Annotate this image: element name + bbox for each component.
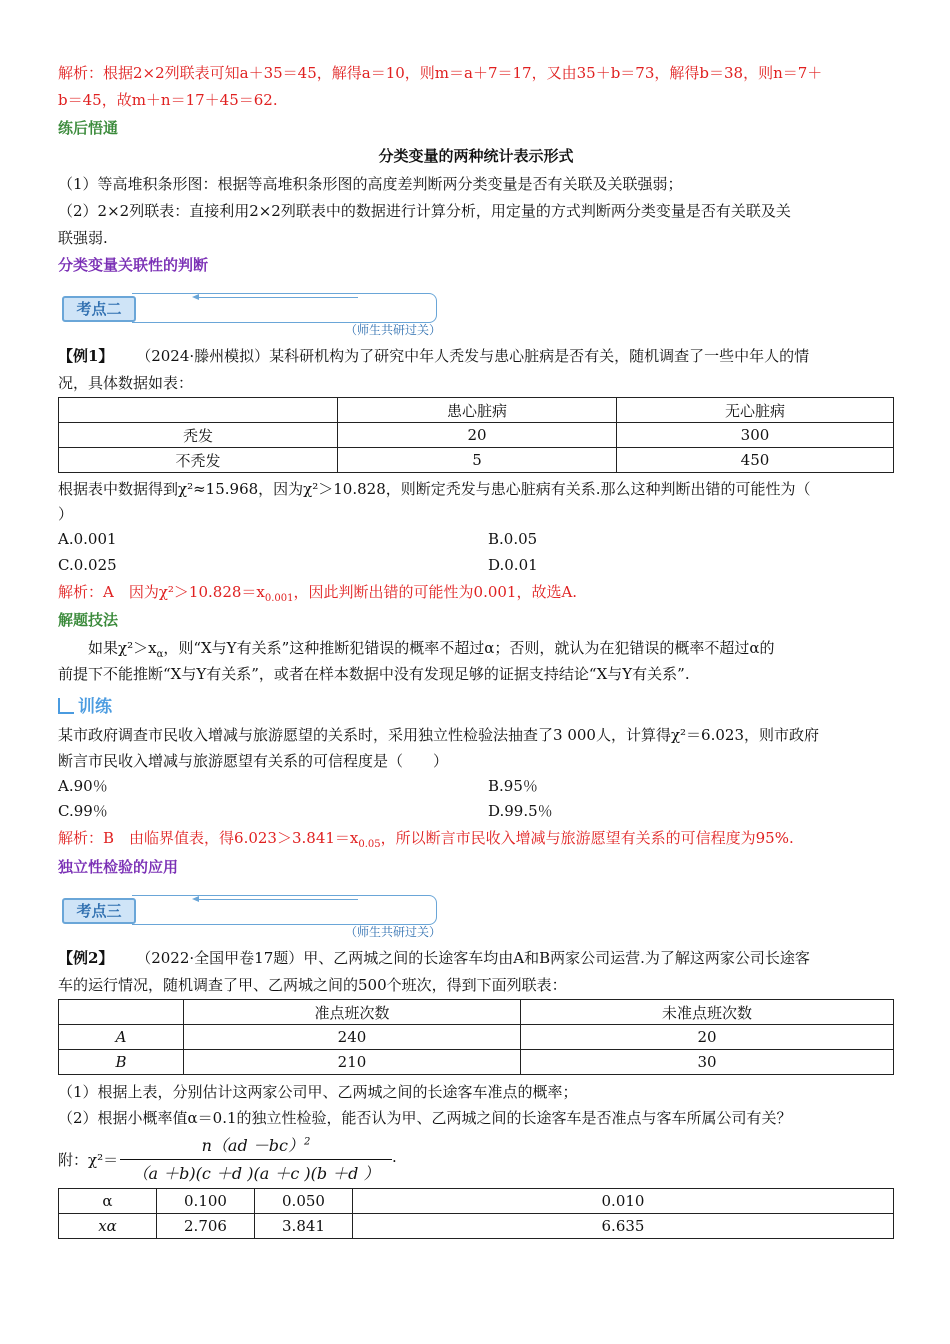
option-b: B.0.05	[488, 530, 538, 548]
training-analysis: 解析：B 由临界值表，得$6.023>3.841=x_{0.05}$，所以断言市民收入增减与旅游愿望有关系的可信程度为95%.	[58, 829, 794, 850]
table-row: α 0.100 0.050 0.010	[59, 1189, 894, 1214]
example-2-text-b: 车的运行情况，随机调查了甲、乙两城之间的500个班次，得到下面列联表：	[58, 976, 567, 994]
kaodian-2-tag: 考点二	[62, 296, 136, 322]
center-title: 分类变量的两种统计表示形式	[378, 147, 574, 165]
kaodian-2-sub: （师生共研过关）	[344, 323, 441, 337]
method-line-a: 如果$\chi^2>x_\alpha$，则“X与Y有关系”这种推断犯错误的概率不超过α；否则，就认为在犯错误的概率不超过α的	[88, 639, 775, 660]
item-2b: 联强弱.	[58, 229, 108, 247]
example-2-q1: （1）根据上表，分别估计这两家公司甲、乙两城之间的长途客车准点的概率；	[58, 1083, 578, 1101]
training-text-b: 断言市民收入增减与旅游愿望有关系的可信程度是（ ）	[58, 752, 449, 770]
formula-end: .	[392, 1148, 397, 1166]
option-c: C.0.025	[58, 556, 117, 574]
example-1-text-b: 况，具体数据如表：	[58, 374, 194, 392]
kaodian-3-sub: （师生共研过关）	[344, 925, 441, 939]
training-option-d: D.99.5％	[488, 802, 553, 820]
heading-method: 解题技法	[58, 611, 119, 629]
table-row: 患心脏病 无心脏病	[59, 398, 894, 423]
option-a: A.0.001	[58, 530, 117, 548]
item-2a: （2）2×2列联表：直接利用2×2列联表中的数据进行计算分析，用定量的方式判断两分类变量是否有关联及关	[58, 202, 791, 220]
method-line-b: 前提下不能推断“X与Y有关系”，或者在样本数据中没有发现足够的证据支持结论“X与Y有关系”.	[58, 665, 690, 683]
example-2-q2: （2）根据小概率值α＝0.1的独立性检验，能否认为甲、乙两城之间的长途客车是否准点与客车所属公司有关？	[58, 1109, 792, 1127]
pencil-icon	[58, 698, 74, 714]
table-row: B 210 30	[59, 1050, 894, 1075]
table-row: 不秃发 5 450	[59, 448, 894, 473]
example-2-source: （2022·全国甲卷17题）	[136, 949, 304, 967]
training-text-a: 某市政府调查市民收入增减与旅游愿望的关系时，采用独立性检验法抽查了3 000人，计算得χ²＝6.023，则市政府	[58, 726, 819, 744]
critical-value-table	[58, 1188, 894, 1239]
example-2-text-a: 甲、乙两城之间的长途客车均由A和B两家公司运营.为了解这两家公司长途客	[303, 949, 810, 967]
formula-lead: 附：χ²＝	[58, 1151, 119, 1169]
training-option-c: C.99％	[58, 802, 108, 820]
arrow-icon	[198, 899, 358, 900]
example-1-table	[58, 397, 894, 473]
heading-judge: 分类变量关联性的判断	[58, 256, 209, 274]
training-heading: 训练	[58, 694, 894, 720]
heading-practice: 练后悟通	[58, 119, 119, 137]
training-option-b: B.95％	[488, 777, 538, 795]
fraction-bar	[120, 1159, 392, 1160]
kaodian-3-banner	[58, 895, 443, 937]
option-d: D.0.01	[488, 556, 538, 574]
example-1-source: （2024·滕州模拟）	[136, 347, 270, 365]
formula-denominator: （a ＋b)(c ＋d )(a ＋c )(b ＋d ）	[132, 1164, 380, 1183]
example-1-label: 【例1】	[58, 347, 114, 365]
arrow-icon	[198, 297, 358, 298]
example-1-analysis: 解析：A 因为$\chi^2>10.828=x_{0.001}$，因此判断出错的可能性为0.001，故选A.	[58, 583, 578, 604]
table-row: 秃发 20 300	[59, 423, 894, 448]
analysis-line-1b: b＝45，故m＋n＝17＋45＝62.	[58, 91, 278, 109]
formula-numerator: n（ad －bc）$^2$	[201, 1136, 311, 1155]
kaodian-3-tag: 考点三	[62, 898, 136, 924]
heading-application: 独立性检验的应用	[58, 858, 179, 876]
example-2-label: 【例2】	[58, 949, 114, 967]
table-row: A 240 20	[59, 1025, 894, 1050]
table-row: xα 2.706 3.841 6.635	[59, 1214, 894, 1239]
example-1-question-b: ）	[58, 505, 74, 523]
example-1-text-a: 某科研机构为了研究中年人秃发与患心脏病是否有关，随机调查了一些中年人的情	[269, 347, 810, 365]
example-1-line-a	[58, 343, 894, 369]
kaodian-2-banner	[58, 293, 443, 335]
example-2-table	[58, 999, 894, 1075]
training-option-a: A.90％	[58, 777, 108, 795]
example-2-line-a	[58, 945, 894, 971]
table-row: 准点班次数 未准点班次数	[59, 1000, 894, 1025]
item-1: （1）等高堆积条形图：根据等高堆积条形图的高度差判断两分类变量是否有关联及关联强弱；	[58, 175, 683, 193]
example-1-question-a: 根据表中数据得到χ²≈15.968，因为χ²＞10.828，则断定秃发与患心脏病有关系.那么这种判断出错的可能性为（	[58, 480, 811, 498]
analysis-line-1a: 解析：根据2×2列联表可知a＋35＝45，解得a＝10，则m＝a＋7＝17，又由35＋b＝73，解得b＝38，则n＝7＋	[58, 64, 823, 82]
